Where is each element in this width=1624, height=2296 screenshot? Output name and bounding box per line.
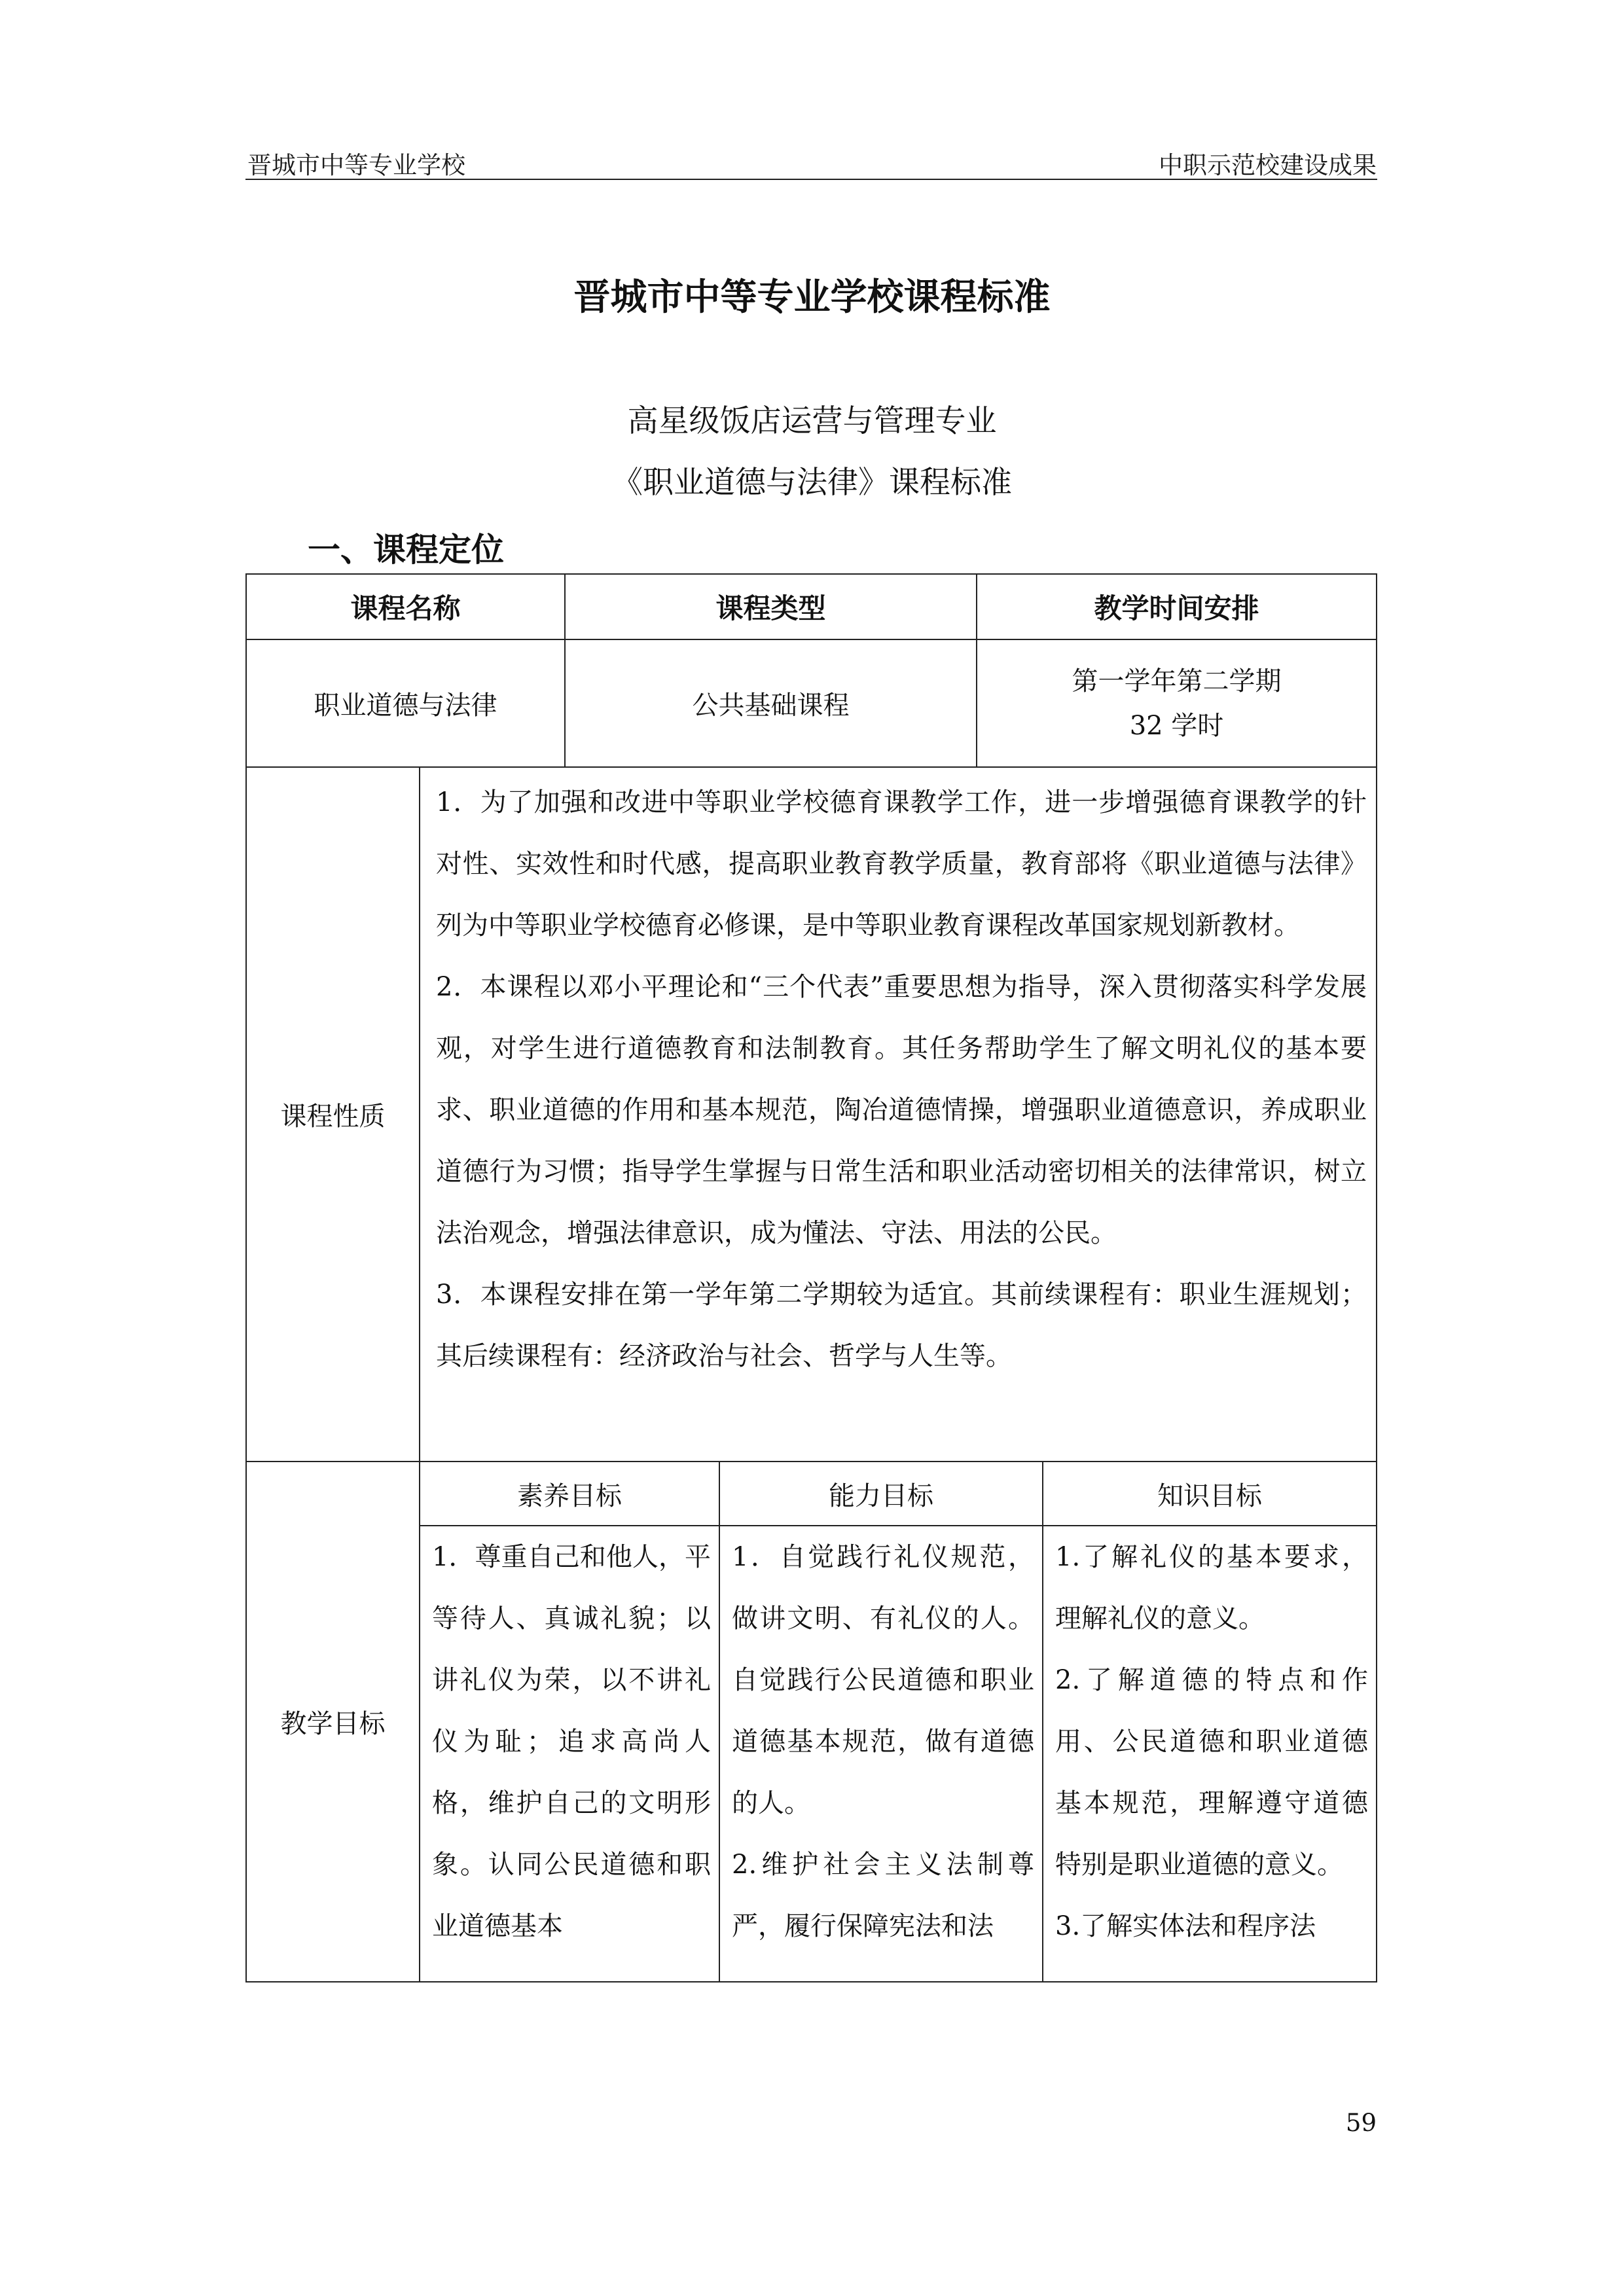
section-heading: 一、课程定位 xyxy=(308,531,504,569)
goal-literacy-content xyxy=(419,1525,720,1982)
goal-ability-item: 2.维护社会主义法制尊严，履行保障宪法和法 xyxy=(732,1850,1034,1941)
goal-knowledge-item: 1.了解礼仪的基本要求，理解礼仪的意义。 xyxy=(1055,1542,1368,1634)
schedule-semester: 第一学年第二学期 xyxy=(1072,666,1282,696)
nature-content xyxy=(419,766,1377,1462)
header-course-name: 课程名称 xyxy=(245,573,566,640)
running-header-subtitle: 中职示范校建设成果 xyxy=(1159,151,1377,179)
nature-paragraph: 1．为了加强和改进中等职业学校德育课教学工作，进一步增强德育课教学的针对性、实效性和时代感，提高职业教育教学质量，教育部将《职业道德与法律》列为中等职业学校德育必修课，是中等职业教育课程改革国家规划新教材。 xyxy=(436,787,1367,941)
schedule-value xyxy=(976,639,1377,768)
nature-label: 课程性质 xyxy=(245,766,420,1462)
goal-ability-item: 1．自觉践行礼仪规范，做讲文明、有礼仪的人。自觉践行公民道德和职业道德基本规范，做有道德的人。 xyxy=(732,1542,1034,1818)
course-type-value: 公共基础课程 xyxy=(564,639,977,768)
page-number: 59 xyxy=(1345,2109,1377,2137)
goal-ability-content xyxy=(719,1525,1043,1982)
goal-header-knowledge: 知识目标 xyxy=(1042,1461,1377,1526)
goal-knowledge-item: 3.了解实体法和程序法 xyxy=(1055,1911,1316,1941)
nature-paragraph: 2．本课程以邓小平理论和“三个代表”重要思想为指导，深入贯彻落实科学发展观，对学生进行道德教育和法制教育。其任务帮助学生了解文明礼仪的基本要求、职业道德的作用和基本规范，陶冶道德情操，增强职业道德意识，养成职业道德行为习惯；指导学生掌握与日常生活和职业活动密切相关的法律常识，树立法治观念，增强法律意识，成为懂法、守法、用法的公民。 xyxy=(436,972,1367,1248)
goals-label: 教学目标 xyxy=(245,1461,420,1982)
goal-header-ability: 能力目标 xyxy=(719,1461,1043,1526)
goal-literacy-text: 1．尊重自己和他人，平等待人、真诚礼貌；以讲礼仪为荣，以不讲礼仪为耻；追求高尚人格，维护自己的文明形象。认同公民道德和职业道德基本 xyxy=(432,1542,711,1941)
course-subtitle: 《职业道德与法律》课程标准 xyxy=(612,465,1012,501)
course-positioning-table xyxy=(245,573,1377,2048)
header-rule xyxy=(245,179,1377,180)
goal-knowledge-item: 2.了解道德的特点和作用、公民道德和职业道德基本规范，理解遵守道德特别是职业道德的意义。 xyxy=(1055,1665,1368,1880)
nature-paragraph: 3．本课程安排在第一学年第二学期较为适宜。其前续课程有：职业生涯规划；其后续课程有：经济政治与社会、哲学与人生等。 xyxy=(436,1280,1367,1371)
header-schedule: 教学时间安排 xyxy=(976,573,1377,640)
course-name-value: 职业道德与法律 xyxy=(245,639,566,768)
schedule-hours: 32 学时 xyxy=(1129,710,1224,741)
running-header-school: 晋城市中等专业学校 xyxy=(247,151,465,179)
major-subtitle: 高星级饭店运营与管理专业 xyxy=(627,403,997,439)
header-course-type: 课程类型 xyxy=(564,573,977,640)
document-title: 晋城市中等专业学校课程标准 xyxy=(573,276,1051,319)
goal-knowledge-content xyxy=(1042,1525,1377,1982)
goal-header-literacy: 素养目标 xyxy=(419,1461,720,1526)
